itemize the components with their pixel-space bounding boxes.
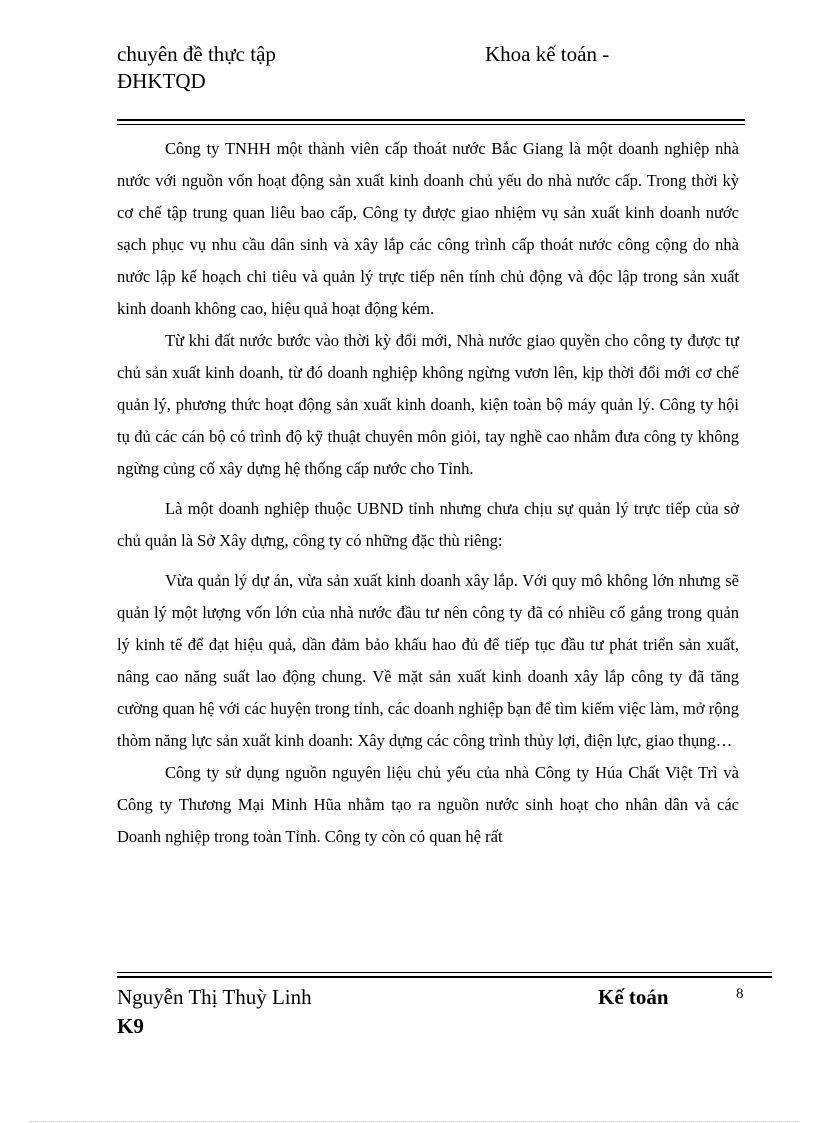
header-university: ĐHKTQD: [117, 69, 206, 93]
footer-department: Kế toán: [598, 985, 669, 1009]
paragraph-1: Công ty TNHH một thành viên cấp thoát nước Bắc Giang là một doanh nghiệp nhà nước với nguồn vốn hoạt động sản xuất kinh doanh chủ yếu do nhà nước cấp. Trong thời kỳ cơ chế tập trung quan liêu bao cấp, Công ty được giao nhiệm vụ sản xuất kinh doanh nước sạch phục vụ nhu cầu dân sinh và xây lắp các công trình cấp thoát nước công cộng do nhà nước lập kế hoạch chi tiêu và quản lý trực tiếp nên tính chủ động và độc lập trong sản xuất kinh doanh không cao, hiệu quả hoạt động kém.: [117, 139, 739, 318]
footer-rule-thin: [117, 972, 772, 973]
header-rule-thick: [117, 119, 745, 121]
footer-rule-thick: [117, 976, 772, 978]
header-department: Khoa kế toán -: [485, 42, 610, 66]
header-title: chuyên đề thực tập: [117, 42, 276, 66]
header-rule-thin: [117, 124, 745, 125]
paragraph-5: Công ty sử dụng nguồn nguyên liệu chủ yếu của nhà Công ty Húa Chất Việt Trì và Công ty Thương Mại Minh Hũa nhằm tạo ra nguồn nước sinh hoạt cho nhân dân và các Doanh nghiệp trong toàn Tỉnh. Công ty còn có quan hệ rất: [117, 763, 739, 846]
footer-author: Nguyễn Thị Thuỳ Linh: [117, 985, 312, 1009]
paragraph-2: Từ khi đất nước bước vào thời kỳ đổi mới, Nhà nước giao quyền cho công ty được tự chủ sản xuất kinh doanh, từ đó doanh nghiệp không ngừng vươn lên, kịp thời đổi mới cơ chế quản lý, phương thức hoạt động sản xuất kinh doanh, kiện toàn bộ máy quản lý. Công ty hội tụ đủ các cán bộ có trình độ kỹ thuật chuyên môn giỏi, tay nghề cao nhằm đưa công ty không ngừng củng cố xây dựng hệ thống cấp nước cho Tỉnh.: [117, 331, 739, 478]
page-edge-divider: [30, 1121, 800, 1122]
page-number: 8: [736, 986, 744, 1002]
paragraph-4: Vừa quản lý dự án, vừa sản xuất kinh doanh xây lắp. Với quy mô không lớn nhưng sẽ quản lý một lượng vốn lớn của nhà nước đầu tư nên công ty đã có nhiều cố gắng trong quản lý kinh tế để đạt hiệu quả, dần đảm bảo khấu hao đủ để tiếp tục đầu tư phát triển sản xuất, nâng cao năng suất lao động chung. Về mặt sản xuất kinh doanh xây lắp công ty đã tăng cường quan hệ với các huyện trong tỉnh, các doanh nghiệp bạn để tìm kiếm việc làm, mở rộng thòm năng lực sản xuất kinh doanh: Xây dựng các công trình thủy lợi, điện lực, giao thụng…: [117, 571, 739, 750]
footer-class: K9: [117, 1014, 144, 1038]
paragraph-3: Là một doanh nghiệp thuộc UBND tỉnh nhưng chưa chịu sự quản lý trực tiếp của sở chủ quản là Sở Xây dựng, công ty có những đặc thù riêng:: [117, 499, 739, 550]
document-body: [117, 133, 739, 853]
